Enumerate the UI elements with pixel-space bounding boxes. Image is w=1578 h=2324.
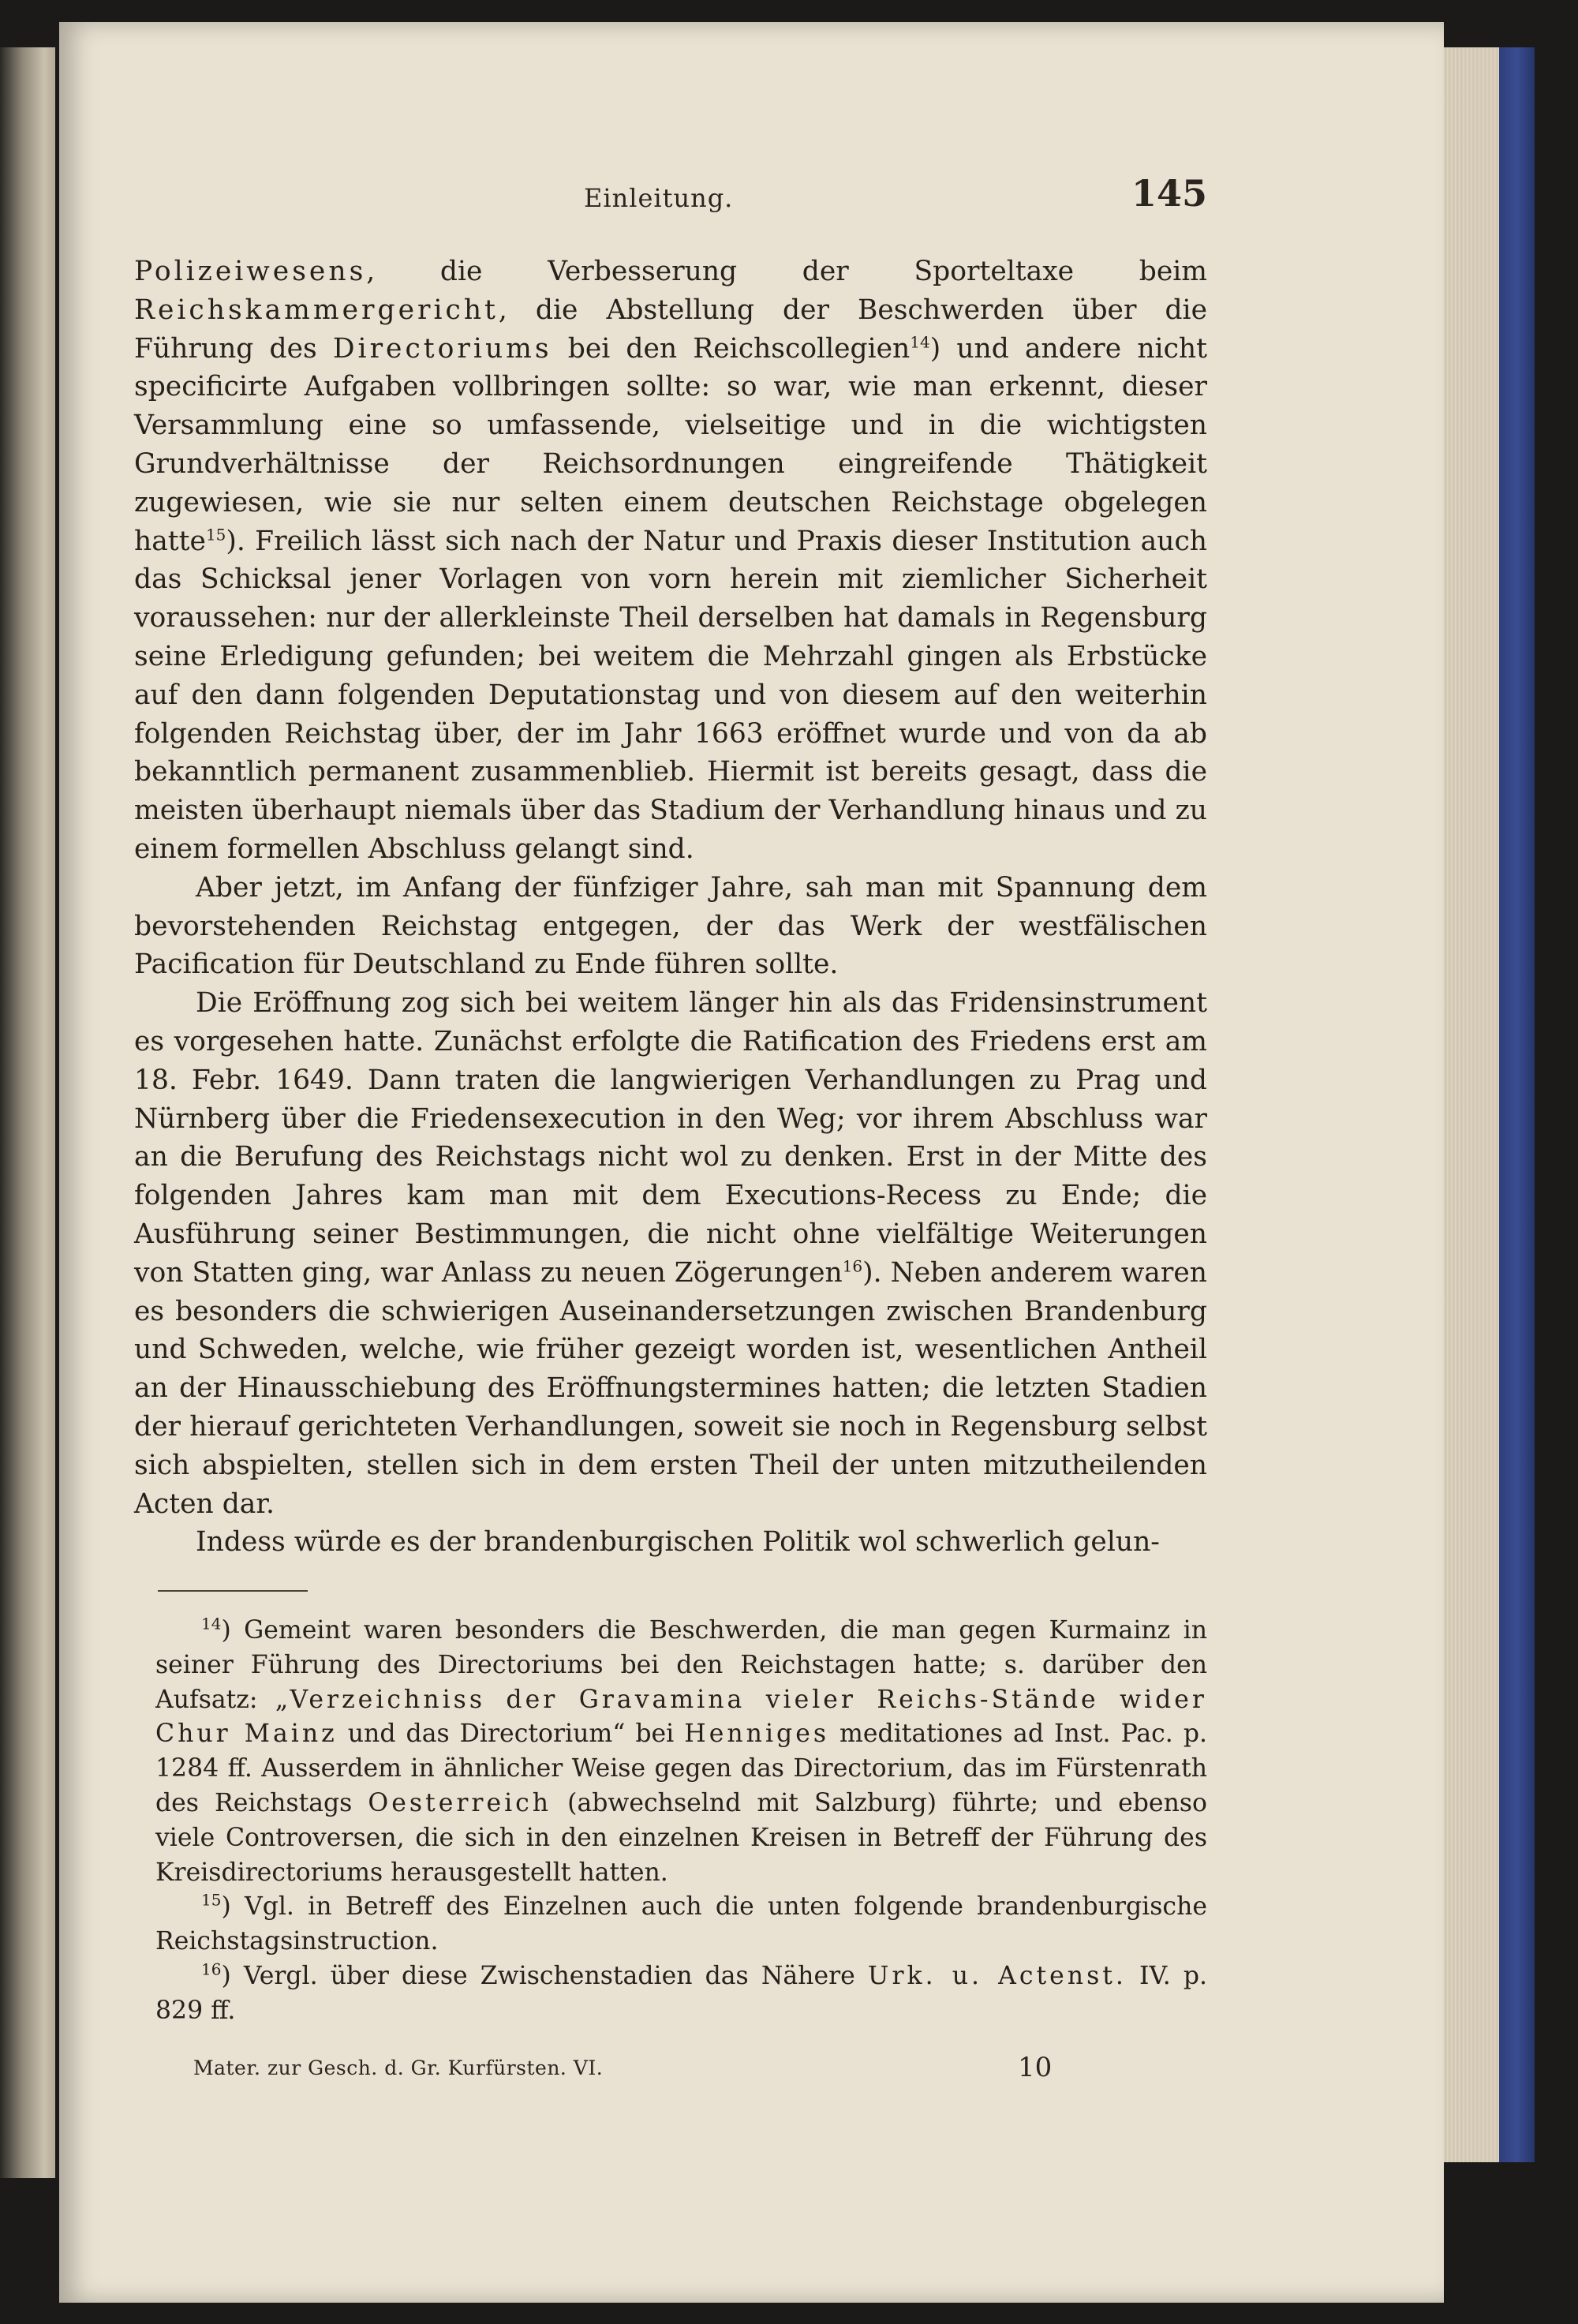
footnotes <box>155 1614 1207 2029</box>
paragraph-4: Indess würde es der brandenburgischen Politik wol schwerlich gelun- <box>196 1526 1160 1559</box>
footnote-14: $^{14}$) Gemeint waren besonders die Beschwerden, die man gegen Kurmainz in seiner Führung des Directoriums bei den Reichstagen hatte; s. darüber den Aufsatz: „Verzeichniss der Gravamina vieler Reichs-Stände wider Chur Mainz und das Directorium“ bei Henniges meditationes ad Inst. Pac. p. 1284 ff. Ausserdem in ähnlicher Weise gegen das Directorium, das im Fürstenrath des Reichstags Oesterreich (abwechselnd mit Salzburg) führte; und ebenso viele Controversen, die sich in den einzelnen Kreisen in Betreff der Führung des Kreisdirectoriums herausgestellt hatten. <box>155 1614 1207 1887</box>
main-text <box>134 253 1207 1562</box>
footnote-divider <box>158 1590 308 1592</box>
page-footer <box>193 2052 1061 2091</box>
paragraph-2: Aber jetzt, im Anfang der fünfziger Jahre, sah man mit Spannung dem bevorstehenden Reichstag entgegen, der das Werk der westfälischen Pacification für Deutschland zu Ende führen sollte. <box>134 871 1207 981</box>
footnote-ref-15[interactable]: 15 <box>205 525 226 545</box>
footnote-number: 14 <box>201 1614 222 1634</box>
paragraph-3: Die Eröffnung zog sich bei weitem länger hin als das Fridensinstrument es vorgesehen hatte. Zunächst erfolgte die Ratification des Friedens erst am 18. Febr. 1649. Dann traten die langwierigen Verhandlungen zu Prag und Nürnberg über die Friedensexecution in den Weg; vor ihrem Abschluss war an die Berufung des Reichstags nicht wol zu denken. Erst in der Mitte des folgenden Jahres kam man mit dem Executions-Recess zu Ende; die Ausführung seiner Bestimmungen, die nicht ohne vielfältige Weiterungen von Statten ging, war Anlass zu neuen Zögerungen$^{16}$). Neben anderem waren es besonders die schwierigen Auseinandersetzungen zwischen Brandenburg und Schweden, welche, wie früher gezeigt worden ist, wesentlichen Antheil an der Hinausschiebung des Eröffnungstermines hatten; die letzten Stadien der hierauf gerichteten Verhandlungen, soweit sie noch in Regensburg selbst sich abspielten, stellen sich in dem ersten Theil der unten mitzutheilenden Acten dar. <box>134 987 1207 1520</box>
footnote-15: $^{15}$) Vgl. in Betreff des Einzelnen auch die unten folgende brandenburgische Reichstagsinstruction. <box>155 1890 1207 1956</box>
paragraph-1: Polizeiwesens, die Verbesserung der Sporteltaxe beim Reichskammergericht, die Abstellung der Beschwerden über die Führung des Directoriums bei den Reichscollegien$^{14}$) und andere nicht specificirte Aufgaben vollbringen sollte: so war, wie man erkennt, dieser Versammlung eine so umfassende, vielseitige und in die wichtigsten Grundverhältnisse der Reichsordnungen eingreifende Thätigkeit zugewiesen, wie sie nur selten einem deutschen Reichstage obgelegen hatte$^{15}$). Freilich lässt sich nach der Natur und Praxis dieser Institution auch das Schicksal jener Vorlagen von vorn herein mit ziemlicher Sicherheit voraussehen: nur der allerkleinste Theil derselben hat damals in Regensburg seine Erledigung gefunden; bei weitem die Mehrzahl gingen als Erbstücke auf den dann folgenden Deputationstag und von diesem auf den weiterhin folgenden Reichstag über, der im Jahr 1663 eröffnet wurde und von da ab bekanntlich permanent zusammenblieb. Hiermit ist bereits gesagt, dass die meisten überhaupt niemals über das Stadium der Verhandlung hinaus und zu einem formellen Abschluss gelangt sind. <box>134 256 1207 865</box>
page-number: 145 <box>1131 172 1207 215</box>
spaced-term: Polizeiwesens <box>134 256 367 287</box>
signature-mark: 10 <box>1018 2052 1053 2083</box>
running-title: Einleitung. <box>584 183 734 213</box>
series-title: Mater. zur Gesch. d. Gr. Kurfürsten. VI. <box>193 2056 604 2079</box>
footnote-ref-16[interactable]: 16 <box>842 1256 863 1276</box>
footnote-16: $^{16}$) Vergl. über diese Zwischenstadien das Nähere Urk. u. Actenst. IV. p. 829 ff. <box>155 1959 1207 2025</box>
book-cover-edge <box>1499 47 1535 2162</box>
spaced-term: Directoriums <box>332 332 552 365</box>
footnote-number: 15 <box>201 1890 222 1910</box>
spaced-term: Reichskammergericht <box>134 294 499 326</box>
footnote-ref-14[interactable]: 14 <box>910 332 930 352</box>
running-header <box>158 166 1207 221</box>
left-page-edge <box>0 47 55 2178</box>
footnote-number: 16 <box>201 1959 222 1979</box>
page-stack-edges <box>1444 47 1499 2162</box>
